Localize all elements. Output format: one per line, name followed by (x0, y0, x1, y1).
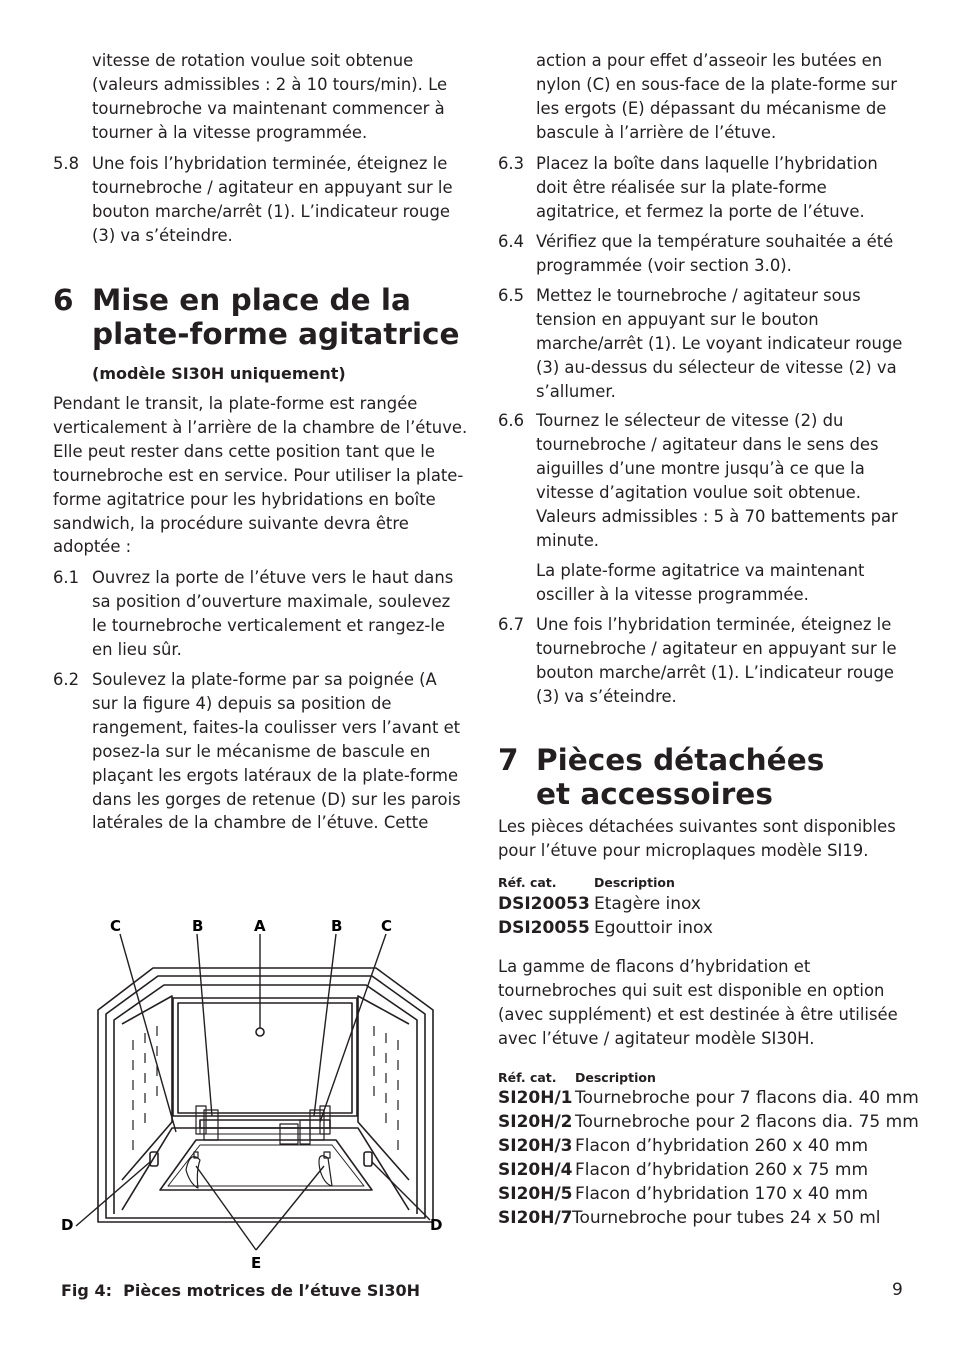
table-header-description: Description (575, 1070, 656, 1085)
part-ref: SI20H/4 (498, 1160, 573, 1180)
label-b-left: B (192, 917, 204, 935)
section-title: Pièces détachées et accessoires (536, 743, 825, 811)
item-number: 5.8 (53, 154, 80, 173)
section-number: 6 (53, 283, 74, 317)
item-text: Placez la boîte dans laquelle l’hybridation doit être réalisée sur la plate-forme agitatrice, et fermez la porte de l’étuve. (536, 154, 878, 221)
item-text: Ouvrez la porte de l’étuve vers le haut dans sa position d’ouverture maximale, soulevez le tournebroche verticalement et rangez-le en lieu sûr. (92, 568, 454, 659)
part-desc: Flacon d’hybridation 260 x 40 mm (575, 1136, 869, 1156)
label-c-right: C (381, 917, 393, 935)
part-desc: Tournebroche pour tubes 24 x 50 ml (572, 1208, 881, 1228)
label-e: E (251, 1254, 262, 1272)
figure-caption: Fig 4: Pièces motrices de l’étuve SI30H (61, 1281, 421, 1300)
part-desc: Flacon d’hybridation 260 x 75 mm (575, 1160, 869, 1180)
item-text: Mettez le tournebroche / agitateur sous tension en appuyant sur le bouton marche/arrêt (1). Le voyant indicateur rouge (3) au-dessus du sélecteur de vitesse (2) va s’allumer. (536, 286, 903, 401)
item-number: 6.2 (53, 670, 80, 689)
label-d-right: D (430, 1216, 443, 1234)
item-text: Vérifiez que la température souhaitée a été programmée (voir section 3.0). (536, 232, 894, 275)
item-number: 6.4 (498, 232, 525, 251)
item-number: 6.6 (498, 411, 525, 430)
part-desc: Etagère inox (594, 894, 701, 914)
part-ref: SI20H/5 (498, 1184, 573, 1204)
part-ref: SI20H/3 (498, 1136, 573, 1156)
options-intro: La gamme de flacons d’hybridation et tournebroches qui suit est disponible en option (avec supplément) et est destinée à être utilisée avec l’étuve / agitateur modèle SI30H. (498, 957, 898, 1048)
section-intro: Pendant le transit, la plate-forme est rangée verticalement à l’arrière de la chambre de l’étuve. Elle peut rester dans cette position tant que le tournebroche est en service. Pour utiliser la plate-forme agitatrice pour les hybridations en boîte sandwich, la procédure suivante devra être adoptée : (53, 394, 468, 557)
label-a: A (254, 917, 266, 935)
paragraph-6-6-note: La plate-forme agitatrice va maintenant osciller à la vitesse programmée. (536, 561, 865, 604)
part-desc: Egouttoir inox (594, 918, 713, 938)
section-number: 7 (498, 743, 519, 777)
section-title: Mise en place de la plate-forme agitatrice (92, 283, 460, 351)
label-b-right: B (331, 917, 343, 935)
table-header-ref: Réf. cat. (498, 1070, 557, 1085)
table-header-description: Description (594, 875, 675, 890)
part-ref: SI20H/7 (498, 1208, 573, 1228)
label-d-left: D (61, 1216, 74, 1234)
item-text: Tournez le sélecteur de vitesse (2) du tournebroche / agitateur dans le sens des aiguilles d’une montre jusqu’à ce que la vitesse d’agitation voulue soit obtenue. Valeurs admissibles : 5 à 70 battements par minute. (536, 411, 898, 550)
part-ref: SI20H/2 (498, 1112, 573, 1132)
part-desc: Flacon d’hybridation 170 x 40 mm (575, 1184, 869, 1204)
label-c-left: C (110, 917, 122, 935)
parts-intro: Les pièces détachées suivantes sont disponibles pour l’étuve pour microplaques modèle SI19. (498, 817, 896, 860)
section-subtitle: (modèle SI30H uniquement) (92, 364, 346, 383)
paragraph-continuation: vitesse de rotation voulue soit obtenue (valeurs admissibles : 2 à 10 tours/min). Le tournebroche va maintenant commencer à tourner à la vitesse programmée. (92, 51, 448, 142)
item-number: 6.5 (498, 286, 525, 305)
part-ref: DSI20053 (498, 894, 590, 914)
part-ref: DSI20055 (498, 918, 590, 938)
item-text: Soulevez la plate-forme par sa poignée (A sur la figure 4) depuis sa position de rangement, faites-la coulisser vers l’avant et posez-la sur le mécanisme de bascule en plaçant les ergots latéraux de la plate-forme dans les gorges de retenue (D) sur les parois latérales de la chambre de l’étuve. Cette (92, 670, 461, 833)
part-desc: Tournebroche pour 7 flacons dia. 40 mm (575, 1088, 919, 1108)
part-desc: Tournebroche pour 2 flacons dia. 75 mm (575, 1112, 919, 1132)
paragraph-continuation: action a pour effet d’asseoir les butées en nylon (C) en sous-face de la plate-forme sur les ergots (E) dépassant du mécanisme de bascule à l’arrière de l’étuve. (536, 51, 898, 142)
item-number: 6.7 (498, 615, 525, 634)
item-number: 6.1 (53, 568, 80, 587)
item-text: Une fois l’hybridation terminée, éteignez le tournebroche / agitateur en appuyant sur le bouton marche/arrêt (1). L’indicateur rouge (3) va s’éteindre. (92, 154, 453, 245)
item-text: Une fois l’hybridation terminée, éteignez le tournebroche / agitateur en appuyant sur le bouton marche/arrêt (1). L’indicateur rouge (3) va s’éteindre. (536, 615, 897, 706)
item-number: 6.3 (498, 154, 525, 173)
part-ref: SI20H/1 (498, 1088, 573, 1108)
page-number: 9 (892, 1280, 903, 1300)
table-header-ref: Réf. cat. (498, 875, 557, 890)
